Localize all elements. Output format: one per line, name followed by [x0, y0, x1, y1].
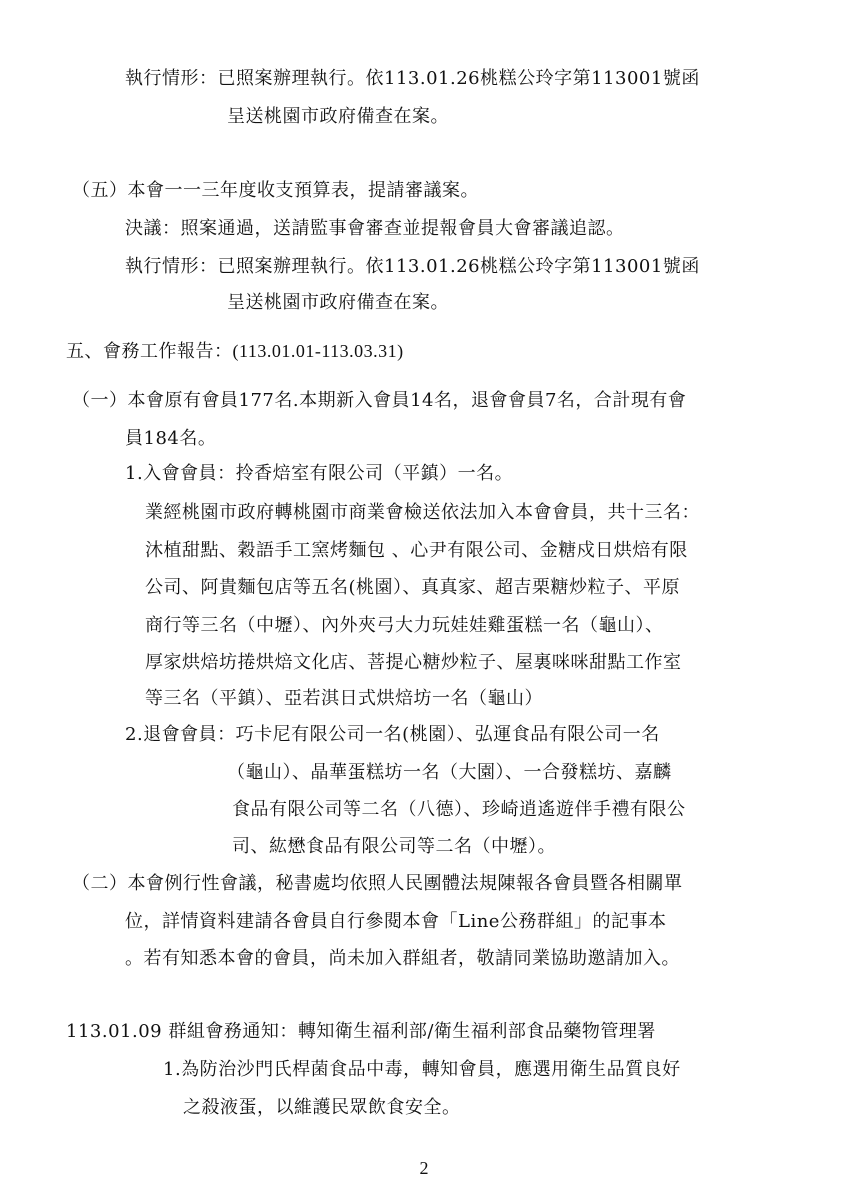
new-members-line-6: 等三名（平鎮）、亞若淇日式烘焙坊一名（龜山） — [145, 688, 543, 709]
meeting-notice: （二）本會例行性會議，秘書處均依照人民團體法規陳報各會員暨各相關單 — [72, 873, 683, 894]
execution-status-1: 執行情形：已照案辦理執行。依113.01.26桃糕公玲字第113001號函 — [125, 68, 700, 89]
new-members-heading: 1.入會會員：拎香焙室有限公司（平鎮）一名。 — [125, 463, 514, 484]
new-members-line-3: 公司、阿貴麵包店等五名(桃園）、真真家、超吉栗糖炒粒子、平原 — [145, 577, 681, 598]
group-notice-item-1: 1.為防治沙門氏桿菌食品中毒，轉知會員，應選用衛生品質良好 — [163, 1059, 681, 1080]
resolution-text: 決議：照案通過，送請監事會審查並提報會員大會審議追認。 — [125, 218, 625, 239]
meeting-notice-cont-2: 。若有知悉本會的會員，尚未加入群組者，敬請同業協助邀請加入。 — [125, 948, 680, 969]
agenda-item-5: （五）本會一一三年度收支預算表，提請審議案。 — [72, 180, 479, 201]
page-number: 2 — [419, 1158, 429, 1178]
section-heading-work-report: 五、會務工作報告：(113.01.01-113.03.31) — [66, 341, 404, 361]
execution-status-2: 執行情形：已照案辦理執行。依113.01.26桃糕公玲字第113001號函 — [125, 256, 700, 277]
meeting-notice-cont-1: 位，詳情資料建請各會員自行參閱本會「Line公務群組」的記事本 — [125, 911, 667, 932]
new-members-line-5: 厚家烘焙坊捲烘焙文化店、菩提心糖炒粒子、屋裏咪咪甜點工作室 — [145, 652, 682, 673]
member-summary: （一）本會原有會員177名.本期新入會員14名，退會會員7名，合計現有會 — [72, 390, 687, 411]
withdrawn-members-line-3: 食品有限公司等二名（八德）、珍崎逍遙遊伴手禮有限公 — [232, 799, 686, 820]
withdrawn-members-heading: 2.退會會員：巧卡尼有限公司一名(桃園）、弘運食品有限公司一名 — [125, 724, 660, 745]
group-notice-heading: 113.01.09 群組會務通知：轉知衛生福利部/衛生福利部食品藥物管理署 — [66, 1021, 656, 1042]
execution-status-2-cont: 呈送桃園市政府備查在案。 — [227, 292, 449, 313]
withdrawn-members-line-4: 司、紘懋食品有限公司等二名（中壢）。 — [232, 836, 556, 857]
new-members-line-2: 沐植甜點、穀語手工窯烤麵包 、心尹有限公司、金糖戍日烘焙有限 — [145, 540, 688, 561]
new-members-line-4: 商行等三名（中壢）、內外夾弓大力玩娃娃雞蛋糕一名（龜山）、 — [145, 615, 664, 636]
new-members-line-1: 業經桃園市政府轉桃園市商業會檢送依法加入本會會員，共十三名： — [145, 502, 700, 523]
execution-status-1-cont: 呈送桃園市政府備查在案。 — [227, 106, 449, 127]
group-notice-item-1-cont: 之殺液蛋，以維護民眾飲食安全。 — [183, 1097, 461, 1118]
member-summary-cont: 員184名。 — [125, 428, 217, 449]
withdrawn-members-line-2: （龜山）、晶華蛋糕坊一名（大園）、一合發糕坊、嘉麟 — [227, 762, 672, 783]
